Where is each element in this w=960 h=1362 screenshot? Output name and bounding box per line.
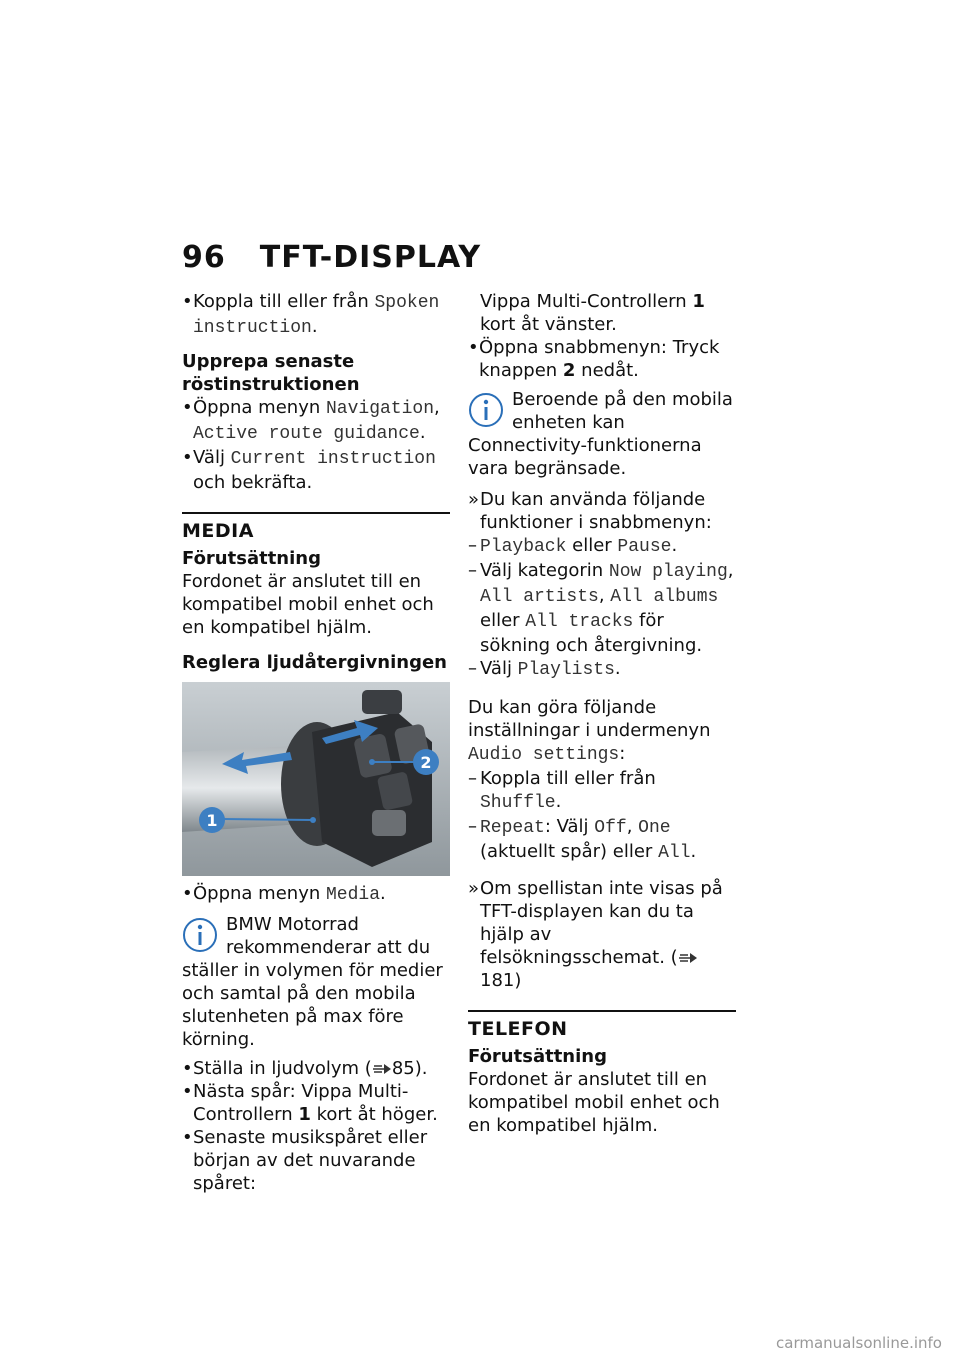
bullet-spoken-instruction: • Koppla till eller från Spoken instruction.	[182, 290, 450, 340]
handlebar-controller-figure	[182, 682, 450, 876]
continuation-text: Vippa Multi-Controllern 1 kort åt vänster.	[480, 291, 705, 335]
bullet-quick-menu: • Öppna snabbmenyn: Tryck knappen 2 nedåt.	[468, 336, 736, 382]
page-number: 96	[182, 240, 226, 275]
info-icon	[468, 392, 504, 428]
heading-prerequisite: Förutsättning	[182, 548, 321, 569]
heading-repeat-instruction: Upprepa senaste röstinstruktionen	[182, 351, 360, 395]
bullet-current-instruction: • Välj Current instruction och bekräfta.	[182, 446, 450, 494]
dash-playback: – Playback eller Pause.	[468, 534, 736, 559]
info-icon	[182, 917, 218, 953]
dash-category: – Välj kategorin Now playing, All artists, All albums eller All tracks för sökning och återgivning.	[468, 559, 736, 657]
note-connectivity	[468, 388, 736, 480]
audio-settings-paragraph: Du kan göra följande inställningar i undermenyn Audio settings:	[468, 697, 711, 765]
dash-playlists: – Välj Playlists.	[468, 657, 736, 682]
heading-prerequisite-phone: Förutsättning	[468, 1046, 607, 1067]
bullet-open-media: • Öppna menyn Media.	[182, 882, 450, 907]
note-volume-text: BMW Motorrad rekommenderar att du ställer in volymen för medier och samtal på den mobila slutenheten på max före körning.	[182, 914, 443, 1050]
bullet-set-volume: • Ställa in ljudvolym ( 85).	[182, 1057, 450, 1080]
dash-shuffle: – Koppla till eller från Shuffle.	[468, 767, 736, 815]
prerequisite-phone-text: Fordonet är anslutet till en kompatibel mobil enhet och en kompatibel hjälm.	[468, 1069, 720, 1136]
figure-label-1: 1	[206, 811, 218, 830]
prerequisite-text: Fordonet är anslutet till en kompatibel mobil enhet och en kompatibel hjälm.	[182, 571, 434, 638]
left-column	[182, 290, 450, 1195]
page-reference-arrow-icon	[372, 1063, 392, 1075]
bullet-previous-track: • Senaste musikspåret eller början av det nuvarande spåret:	[182, 1126, 450, 1195]
result-playlist-troubleshoot: » Om spellistan inte visas på TFT-displayen kan du ta hjälp av felsökningsschemat. (181)	[468, 877, 736, 992]
bullet-open-navigation: • Öppna menyn Navigation, Active route guidance.	[182, 396, 450, 446]
bullet-next-track: • Nästa spår: Vippa Multi-Controllern 1 kort åt höger.	[182, 1080, 450, 1126]
page-header	[182, 240, 481, 275]
note-connectivity-text: Beroende på den mobila enheten kan Connectivity-funktionerna vara begränsade.	[468, 389, 733, 479]
menu-code: Spoken instruction	[193, 293, 440, 338]
page-reference-arrow-icon	[678, 952, 698, 964]
result-quick-menu: » Du kan använda följande funktioner i snabbmenyn:	[468, 488, 736, 534]
note-volume	[182, 913, 450, 1051]
watermark: carmanualsonline.info	[776, 1334, 942, 1352]
right-column	[468, 290, 736, 1137]
heading-audio-playback: Reglera ljudåtergivningen	[182, 652, 447, 673]
section-phone: TELEFON	[468, 1010, 736, 1041]
figure-label-2: 2	[420, 753, 432, 772]
section-media: MEDIA	[182, 512, 450, 543]
dash-repeat: – Repeat: Välj Off, One (aktuellt spår) eller All.	[468, 815, 736, 865]
page-title: TFT-DISPLAY	[259, 240, 482, 275]
